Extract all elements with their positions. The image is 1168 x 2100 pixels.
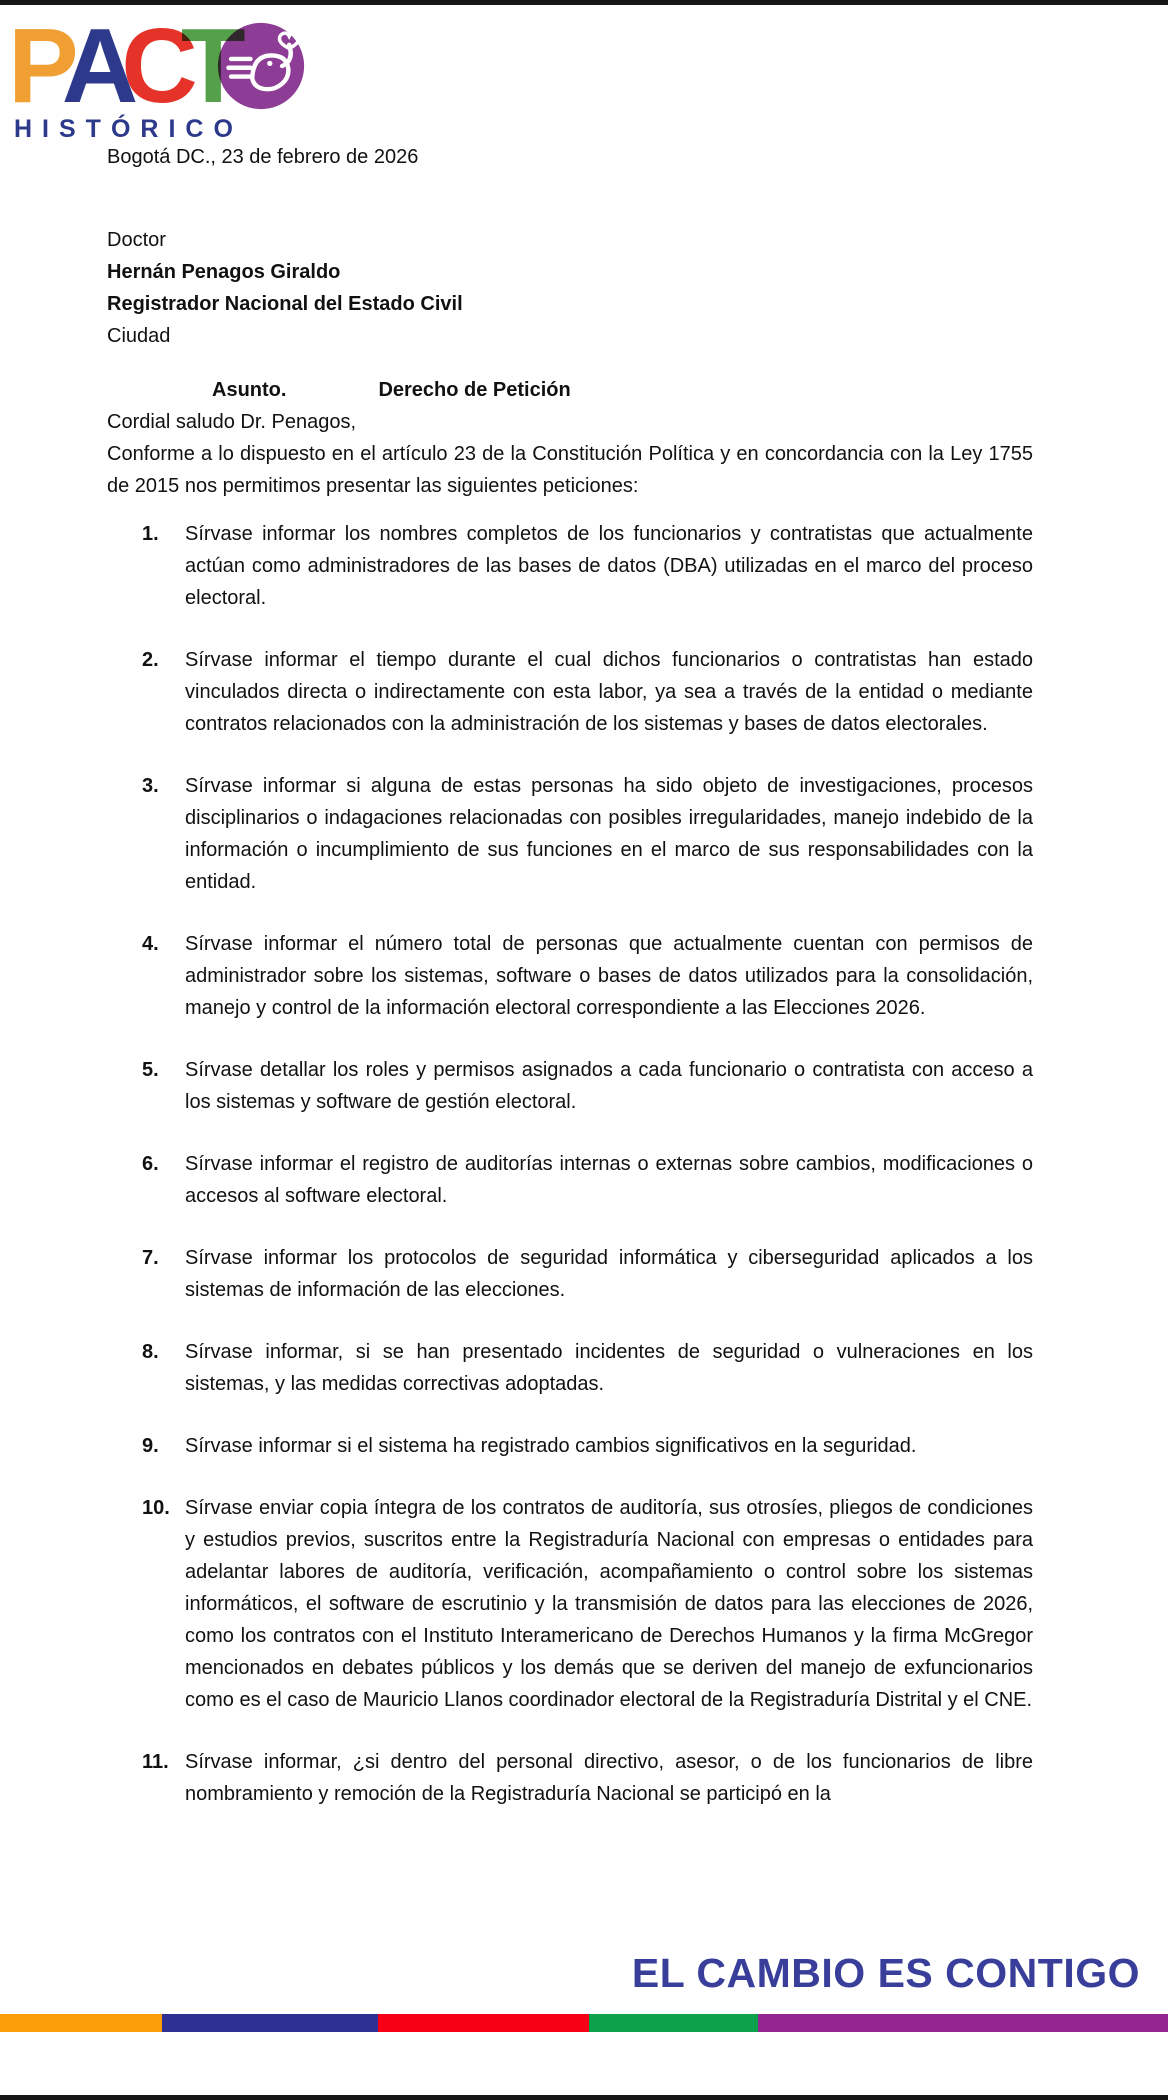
petitions-list: [107, 518, 1033, 1810]
subject-label: Asunto.: [212, 379, 287, 401]
logo-letter-t: T: [180, 7, 246, 125]
stripe-segment: [758, 2014, 1168, 2032]
letter-body: [107, 141, 1033, 1840]
recipient-block: [107, 224, 1033, 352]
stripe-segment: [378, 2014, 588, 2032]
stripe-segment: [0, 2014, 162, 2032]
top-black-bar: [0, 0, 1168, 5]
recipient-role: Registrador Nacional del Estado Civil: [107, 293, 463, 315]
footer-slogan: EL CAMBIO ES CONTIGO: [631, 1950, 1140, 1996]
logo-subtitle: HISTÓRICO: [14, 115, 243, 143]
logo-letter-c: C: [121, 7, 198, 125]
petition-item: Sírvase informar los nombres completos de los funcionarios y contratistas que actualmente actúan como administradores de las bases de datos (DBA) utilizadas en el marco del proceso electoral.: [185, 523, 1033, 609]
recipient-title: Doctor: [107, 229, 166, 251]
stripe-segment: [162, 2014, 378, 2032]
logo-word: [8, 7, 246, 125]
logo-letter-a: A: [61, 7, 139, 125]
petition-item: Sírvase informar el número total de personas que actualmente cuentan con permisos de administrador sobre los sistemas, software o bases de datos utilizados para la consolidación, manejo y control de la información electoral correspondiente a las Elecciones 2026.: [185, 933, 1033, 1019]
petition-item: Sírvase informar los protocolos de seguridad informática y ciberseguridad aplicados a los sistemas de información de las elecciones.: [185, 1247, 1033, 1301]
recipient-city: Ciudad: [107, 325, 171, 347]
petition-item: Sírvase informar, ¿si dentro del personal directivo, asesor, o de los funcionarios de libre nombramiento y remoción de la Registraduría Nacional se participó en la: [185, 1751, 1033, 1805]
petition-item: Sírvase informar si el sistema ha registrado cambios significativos en la seguridad.: [185, 1435, 917, 1457]
subject-line: [107, 374, 1033, 406]
petition-item: Sírvase informar si alguna de estas personas ha sido objeto de investigaciones, procesos disciplinarios o indagaciones relacionadas con posibles irregularidades, manejo indebido de la información o incumplimiento de sus funciones en el marco de sus responsabilidades con la entidad.: [185, 775, 1033, 893]
greeting-line: Cordial saludo Dr. Penagos,: [107, 411, 357, 433]
pacto-historico-logo: [8, 7, 305, 144]
petition-item: Sírvase informar, si se han presentado incidentes de seguridad o vulneraciones en los sistemas, y las medidas correctivas adoptadas.: [185, 1341, 1033, 1395]
intro-paragraph: Conforme a lo dispuesto en el artículo 23 de la Constitución Política y en concordancia con la Ley 1755 de 2015 nos permitimos presentar las siguientes peticiones:: [107, 443, 1033, 497]
footer-stripe: [0, 2014, 1168, 2032]
recipient-name: Hernán Penagos Giraldo: [107, 261, 341, 283]
logo-letter-p: P: [8, 7, 79, 125]
bottom-black-bar: [0, 2095, 1168, 2100]
petition-item: Sírvase informar el registro de auditorías internas o externas sobre cambios, modificaciones o accesos al software electoral.: [185, 1153, 1033, 1207]
subject-value: Derecho de Petición: [378, 379, 571, 401]
petition-item: Sírvase detallar los roles y permisos asignados a cada funcionario o contratista con acceso a los sistemas y software de gestión electoral.: [185, 1059, 1033, 1113]
date-line: Bogotá DC., 23 de febrero de 2026: [107, 146, 419, 168]
petition-item: Sírvase informar el tiempo durante el cual dichos funcionarios o contratistas han estado vinculados directa o indirectamente con esta labor, ya sea a través de la entidad o mediante contratos relacionados con la administración de los sistemas y bases de datos electorales.: [185, 649, 1033, 735]
petition-item: Sírvase enviar copia íntegra de los contratos de auditoría, sus otrosíes, pliegos de condiciones y estudios previos, suscritos entre la Registraduría Nacional con empresas o entidades para adelantar labores de auditoría, verificación, acompañamiento o control sobre los sistemas informáticos, el software de escrutinio y la transmisión de datos para las elecciones de 2026, como los contratos con el Instituto Interamericano de Derechos Humanos y la firma McGregor mencionados en debates públicos y los demás que se deriven del manejo de exfuncionarios como es el caso de Mauricio Llanos coordinador electoral de la Registraduría Distrital y el CNE.: [185, 1497, 1033, 1711]
stripe-segment: [589, 2014, 758, 2032]
logo-word-row: [8, 7, 305, 125]
